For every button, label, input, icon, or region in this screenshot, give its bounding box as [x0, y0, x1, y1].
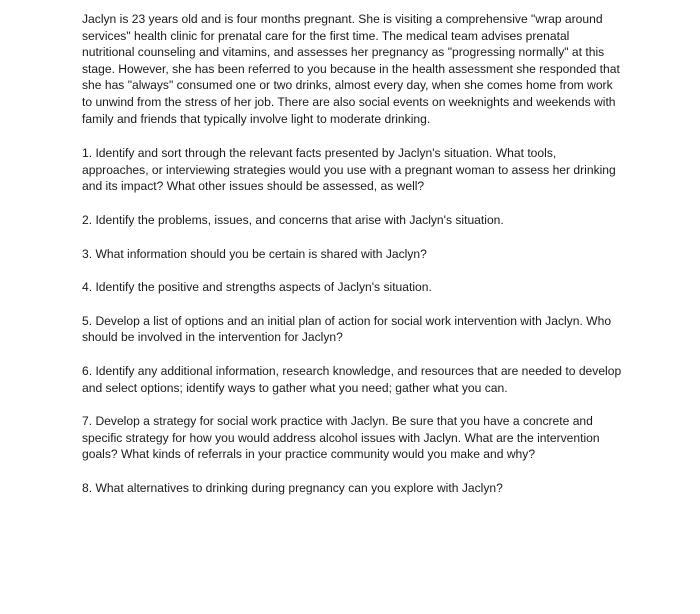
question-4: 4. Identify the positive and strengths aspects of Jaclyn's situation. [82, 280, 432, 295]
case-description: Jaclyn is 23 years old and is four months pregnant. She is visiting a comprehensive "wrap around services" health clinic for prenatal care for the first time. The medical team advises prenatal nutritional counseling and vitamins, and assesses her pregnancy as "progressing normally" at this stage. However, she has been referred to you because in the health assessment she responded that she has "always" consumed one or two drinks, almost every day, when she comes home from work to unwind from the stress of her job. There are also social events on weeknights and weekends with family and friends that typically involve light to moderate drinking. [82, 12, 620, 126]
question-8: 8. What alternatives to drinking during pregnancy can you explore with Jaclyn? [82, 480, 503, 495]
question-7: 7. Develop a strategy for social work practice with Jaclyn. Be sure that you have a concrete and specific strategy for how you would address alcohol issues with Jaclyn. What are the intervention goals? What kinds of referrals in your practice community would you make and why? [82, 414, 600, 462]
question-1: 1. Identify and sort through the relevant facts presented by Jaclyn's situation. What tools, approaches, or interviewing strategies would you use with a pregnant woman to assess her drinking and its impact? What other issues should be assessed, as well? [82, 146, 616, 194]
question-5: 5. Develop a list of options and an initial plan of action for social work intervention with Jaclyn. Who should be involved in the intervention for Jaclyn? [82, 313, 612, 345]
document-body [82, 11, 622, 513]
question-3: 3. What information should you be certain is shared with Jaclyn? [82, 246, 427, 261]
question-6: 6. Identify any additional information, research knowledge, and resources that are needed to develop and select options; identify ways to gather what you need; gather what you can. [82, 363, 622, 395]
question-2: 2. Identify the problems, issues, and concerns that arise with Jaclyn's situation. [82, 212, 504, 227]
